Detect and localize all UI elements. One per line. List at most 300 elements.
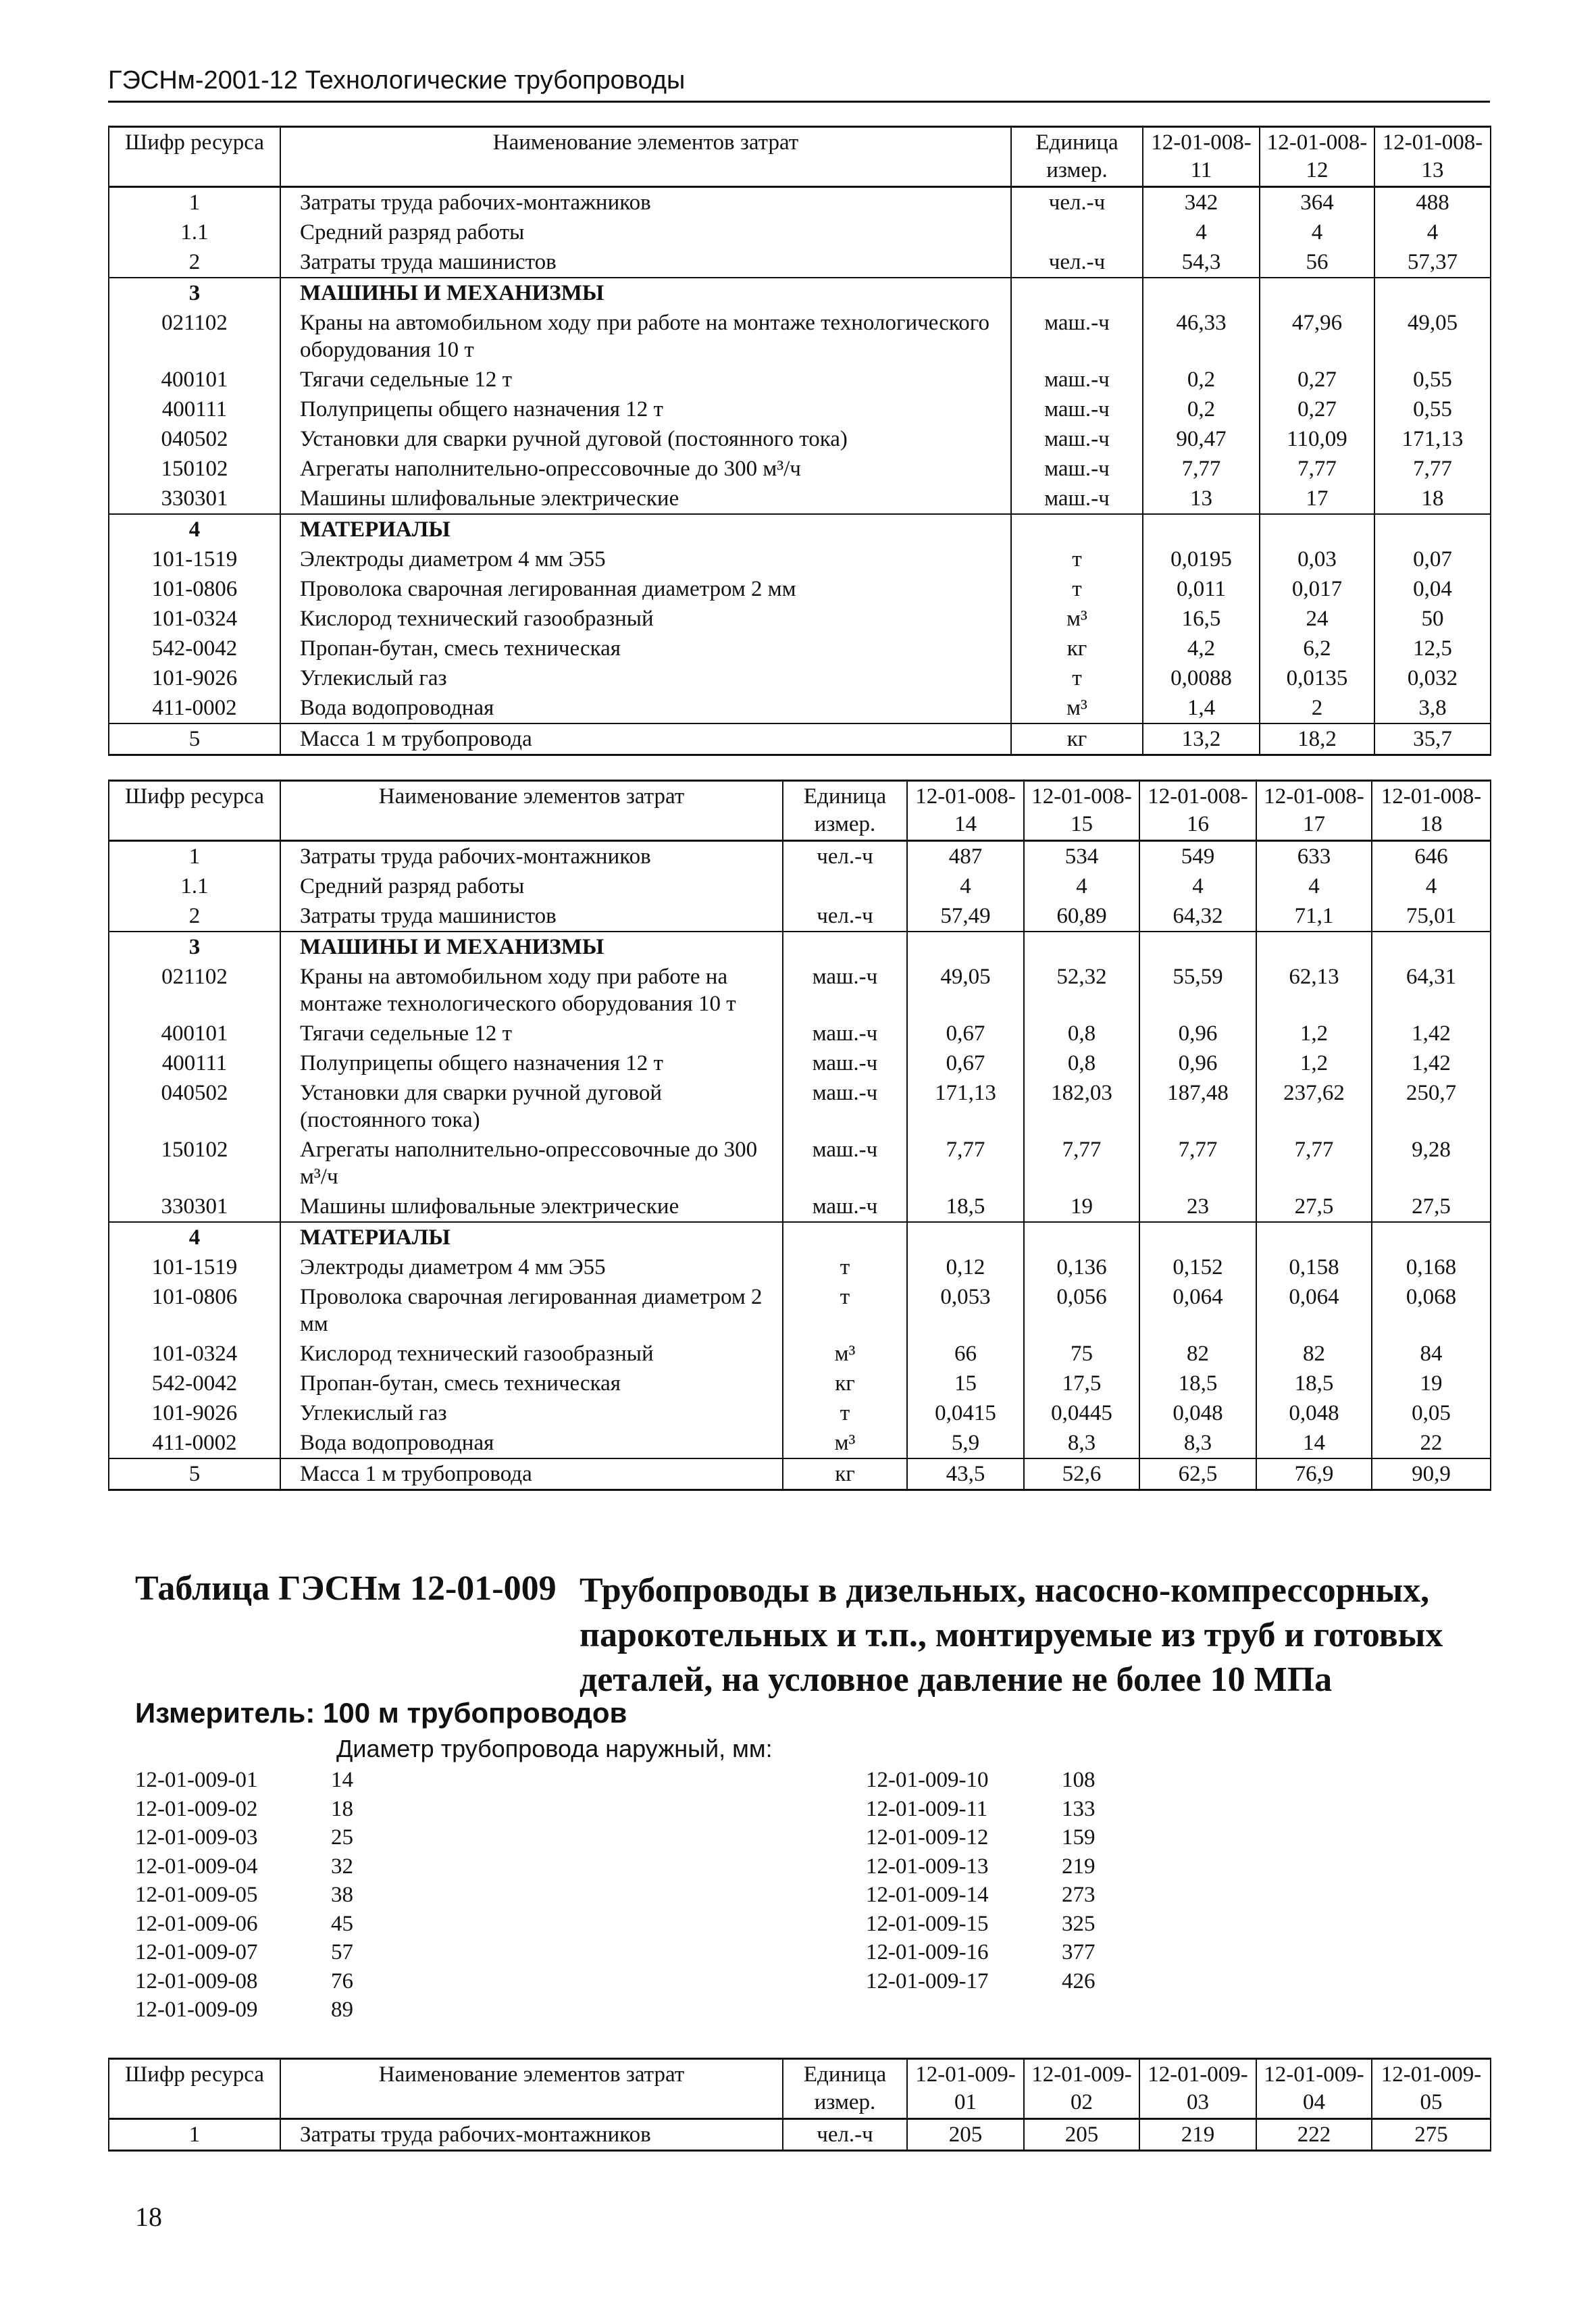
value-cell: 4 xyxy=(907,871,1024,901)
resource-name: Масса 1 м трубопровода xyxy=(280,1458,783,1490)
unit-cell: т xyxy=(783,1398,907,1428)
diameter-value: 159 xyxy=(1062,1825,1096,1850)
table-row xyxy=(109,514,1491,544)
code-diameter-row xyxy=(866,1910,1096,1939)
resource-code: 1 xyxy=(109,2119,280,2151)
value-cell: 0,27 xyxy=(1260,395,1374,424)
value-cell: 0,152 xyxy=(1139,1252,1256,1282)
table-row xyxy=(109,693,1491,723)
header-code: Шифр ресурса xyxy=(109,2059,280,2119)
value-cell: 2 xyxy=(1260,693,1374,723)
diameter-value: 45 xyxy=(331,1911,353,1936)
code-diameter-row xyxy=(866,1881,1096,1910)
code-diameter-row xyxy=(135,1823,353,1852)
value-cell: 0,158 xyxy=(1256,1252,1372,1282)
norm-code: 12-01-009-08 xyxy=(135,1968,258,1993)
unit-cell: кг xyxy=(1011,723,1143,755)
value-cell: 17,5 xyxy=(1024,1369,1139,1398)
value-cell: 23 xyxy=(1139,1192,1256,1222)
table-row xyxy=(109,634,1491,663)
value-cell: 171,13 xyxy=(907,1078,1024,1135)
unit-cell xyxy=(783,932,907,962)
unit-cell: кг xyxy=(783,1458,907,1490)
value-cell xyxy=(1024,1222,1139,1252)
diameter-value: 25 xyxy=(331,1825,353,1850)
value-cell xyxy=(1372,932,1491,962)
diameter-value: 273 xyxy=(1062,1883,1096,1907)
resource-table-008-11-13 xyxy=(108,126,1491,756)
value-cell: 7,77 xyxy=(1024,1135,1139,1192)
value-cell: 275 xyxy=(1372,2119,1491,2151)
value-cell: 0,064 xyxy=(1256,1282,1372,1339)
resource-name: Масса 1 м трубопровода xyxy=(280,723,1011,755)
value-cell: 52,6 xyxy=(1024,1458,1139,1490)
table-row xyxy=(109,2119,1491,2151)
page-number: 18 xyxy=(135,2202,162,2232)
unit-cell xyxy=(1011,278,1143,308)
value-cell: 4 xyxy=(1139,871,1256,901)
value-cell: 13,2 xyxy=(1143,723,1260,755)
value-cell: 17 xyxy=(1260,484,1374,514)
value-cell: 82 xyxy=(1256,1339,1372,1369)
value-cell: 0,2 xyxy=(1143,365,1260,395)
value-cell: 75,01 xyxy=(1372,901,1491,932)
value-cell xyxy=(1374,514,1491,544)
value-cell: 549 xyxy=(1139,841,1256,872)
unit-cell: т xyxy=(1011,544,1143,574)
value-cell: 7,77 xyxy=(1374,454,1491,484)
resource-code: 101-9026 xyxy=(109,663,280,693)
unit-cell: м³ xyxy=(783,1339,907,1369)
value-cell: 60,89 xyxy=(1024,901,1139,932)
table-row xyxy=(109,544,1491,574)
table-row xyxy=(109,365,1491,395)
value-cell xyxy=(907,1222,1024,1252)
value-cell: 9,28 xyxy=(1372,1135,1491,1192)
value-cell: 1,42 xyxy=(1372,1019,1491,1048)
resource-code: 2 xyxy=(109,901,280,932)
unit-cell: маш.-ч xyxy=(783,962,907,1019)
table-row xyxy=(109,723,1491,755)
value-cell: 49,05 xyxy=(1374,308,1491,365)
unit-cell: чел.-ч xyxy=(1011,187,1143,218)
norm-code: 12-01-009-10 xyxy=(866,1768,989,1792)
value-cell: 18 xyxy=(1374,484,1491,514)
unit-cell: кг xyxy=(1011,634,1143,663)
value-cell: 62,13 xyxy=(1256,962,1372,1019)
value-cell: 64,32 xyxy=(1139,901,1256,932)
table-row xyxy=(109,1019,1491,1048)
header-norm-code: 12-01-008-12 xyxy=(1260,127,1374,187)
value-cell: 47,96 xyxy=(1260,308,1374,365)
table-row xyxy=(109,1369,1491,1398)
resource-name: Затраты труда рабочих-монтажников xyxy=(280,187,1011,218)
value-cell: 4 xyxy=(1024,871,1139,901)
unit-cell xyxy=(1011,218,1143,247)
value-cell: 15 xyxy=(907,1369,1024,1398)
resource-name: Пропан-бутан, смесь техническая xyxy=(280,1369,783,1398)
resource-name: Углекислый газ xyxy=(280,663,1011,693)
value-cell: 171,13 xyxy=(1374,424,1491,454)
norm-code: 12-01-009-05 xyxy=(135,1883,258,1907)
value-cell: 534 xyxy=(1024,841,1139,872)
resource-name: МАТЕРИАЛЫ xyxy=(280,1222,783,1252)
resource-code: 4 xyxy=(109,514,280,544)
value-cell: 56 xyxy=(1260,247,1374,278)
resource-name: Средний разряд работы xyxy=(280,218,1011,247)
resource-code: 150102 xyxy=(109,1135,280,1192)
value-cell: 1,2 xyxy=(1256,1019,1372,1048)
table-row xyxy=(109,1192,1491,1222)
value-cell: 0,136 xyxy=(1024,1252,1139,1282)
table-row xyxy=(109,901,1491,932)
resource-name: Кислород технический газообразный xyxy=(280,1339,783,1369)
resource-name: МАШИНЫ И МЕХАНИЗМЫ xyxy=(280,278,1011,308)
diameter-value: 426 xyxy=(1062,1968,1096,1993)
value-cell xyxy=(1372,1222,1491,1252)
norm-code: 12-01-009-03 xyxy=(135,1825,258,1850)
value-cell: 0,068 xyxy=(1372,1282,1491,1339)
norm-code-list-left xyxy=(135,1766,353,2025)
value-cell: 19 xyxy=(1024,1192,1139,1222)
header-norm-code: 12-01-009-03 xyxy=(1139,2059,1256,2119)
header-norm-code: 12-01-009-05 xyxy=(1372,2059,1491,2119)
code-diameter-row xyxy=(135,1852,353,1881)
value-cell: 18,5 xyxy=(1139,1369,1256,1398)
value-cell: 0,27 xyxy=(1260,365,1374,395)
resource-name: МАШИНЫ И МЕХАНИЗМЫ xyxy=(280,932,783,962)
norm-code: 12-01-009-14 xyxy=(866,1883,989,1907)
resource-code: 5 xyxy=(109,1458,280,1490)
value-cell: 1,42 xyxy=(1372,1048,1491,1078)
table-row xyxy=(109,187,1491,218)
value-cell: 0,0135 xyxy=(1260,663,1374,693)
measurement-unit: Измеритель: 100 м трубопроводов xyxy=(135,1697,627,1729)
resource-name: Агрегаты наполнительно-опрессовочные до 300 м³/ч xyxy=(280,454,1011,484)
value-cell: 27,5 xyxy=(1372,1192,1491,1222)
value-cell: 0,056 xyxy=(1024,1282,1139,1339)
resource-name: МАТЕРИАЛЫ xyxy=(280,514,1011,544)
table-row xyxy=(109,1252,1491,1282)
unit-cell: маш.-ч xyxy=(1011,484,1143,514)
value-cell: 18,5 xyxy=(1256,1369,1372,1398)
resource-code: 330301 xyxy=(109,1192,280,1222)
value-cell: 487 xyxy=(907,841,1024,872)
table-row xyxy=(109,308,1491,365)
resource-table-009-01-05 xyxy=(108,2058,1491,2152)
value-cell: 0,017 xyxy=(1260,574,1374,604)
header-unit: Единица измер. xyxy=(783,2059,907,2119)
code-diameter-row xyxy=(135,1766,353,1795)
value-cell: 46,33 xyxy=(1143,308,1260,365)
value-cell: 0,55 xyxy=(1374,395,1491,424)
value-cell: 7,77 xyxy=(1143,454,1260,484)
table-row xyxy=(109,1428,1491,1458)
value-cell: 237,62 xyxy=(1256,1078,1372,1135)
norm-code: 12-01-009-09 xyxy=(135,1998,258,2022)
value-cell xyxy=(1256,932,1372,962)
resource-code: 101-0806 xyxy=(109,574,280,604)
table-row xyxy=(109,1282,1491,1339)
resource-name: Вода водопроводная xyxy=(280,693,1011,723)
value-cell: 0,04 xyxy=(1374,574,1491,604)
diameter-value: 89 xyxy=(331,1998,353,2022)
header-norm-code: 12-01-009-02 xyxy=(1024,2059,1139,2119)
header-name: Наименование элементов затрат xyxy=(280,781,783,841)
resource-code: 4 xyxy=(109,1222,280,1252)
resource-name: Тягачи седельные 12 т xyxy=(280,365,1011,395)
header-name: Наименование элементов затрат xyxy=(280,127,1011,187)
header-norm-code: 12-01-008-17 xyxy=(1256,781,1372,841)
value-cell xyxy=(1139,1222,1256,1252)
resource-code: 101-0324 xyxy=(109,1339,280,1369)
resource-name: Агрегаты наполнительно-опрессовочные до 300 м³/ч xyxy=(280,1135,783,1192)
resource-name: Краны на автомобильном ходу при работе на монтаже технологического оборудования 10 т xyxy=(280,962,783,1019)
header-norm-code: 12-01-008-13 xyxy=(1374,127,1491,187)
resource-code: 400101 xyxy=(109,365,280,395)
diameter-value: 32 xyxy=(331,1854,353,1879)
resource-code: 101-9026 xyxy=(109,1398,280,1428)
value-cell: 18,2 xyxy=(1260,723,1374,755)
table-row xyxy=(109,932,1491,962)
resource-name: Машины шлифовальные электрические xyxy=(280,484,1011,514)
diameter-value: 18 xyxy=(331,1796,353,1821)
value-cell: 1,4 xyxy=(1143,693,1260,723)
resource-code: 1 xyxy=(109,187,280,218)
unit-cell xyxy=(783,1222,907,1252)
resource-name: Краны на автомобильном ходу при работе на монтаже технологического оборудования 10 т xyxy=(280,308,1011,365)
value-cell: 1,2 xyxy=(1256,1048,1372,1078)
resource-code: 3 xyxy=(109,932,280,962)
value-cell: 4 xyxy=(1143,218,1260,247)
value-cell: 633 xyxy=(1256,841,1372,872)
value-cell: 0,55 xyxy=(1374,365,1491,395)
value-cell: 110,09 xyxy=(1260,424,1374,454)
resource-name: Затраты труда машинистов xyxy=(280,247,1011,278)
value-cell: 4 xyxy=(1372,871,1491,901)
value-cell: 222 xyxy=(1256,2119,1372,2151)
value-cell: 0,0445 xyxy=(1024,1398,1139,1428)
resource-name: Затраты труда машинистов xyxy=(280,901,783,932)
diameter-value: 325 xyxy=(1062,1911,1096,1936)
resource-code: 330301 xyxy=(109,484,280,514)
value-cell: 364 xyxy=(1260,187,1374,218)
value-cell: 205 xyxy=(1024,2119,1139,2151)
value-cell: 0,8 xyxy=(1024,1048,1139,1078)
value-cell: 43,5 xyxy=(907,1458,1024,1490)
value-cell: 62,5 xyxy=(1139,1458,1256,1490)
table-row xyxy=(109,424,1491,454)
unit-cell: м³ xyxy=(1011,604,1143,634)
unit-cell: маш.-ч xyxy=(783,1019,907,1048)
table-row xyxy=(109,841,1491,872)
resource-code: 411-0002 xyxy=(109,1428,280,1458)
value-cell: 4 xyxy=(1374,218,1491,247)
code-diameter-row xyxy=(135,1967,353,1996)
norm-code: 12-01-009-02 xyxy=(135,1796,258,1821)
unit-cell: маш.-ч xyxy=(783,1192,907,1222)
value-cell: 27,5 xyxy=(1256,1192,1372,1222)
value-cell: 55,59 xyxy=(1139,962,1256,1019)
resource-name: Электроды диаметром 4 мм Э55 xyxy=(280,1252,783,1282)
resource-code: 1.1 xyxy=(109,218,280,247)
resource-code: 150102 xyxy=(109,454,280,484)
norm-code: 12-01-009-17 xyxy=(866,1968,989,1993)
resource-name: Полуприцепы общего назначения 12 т xyxy=(280,395,1011,424)
resource-name: Установки для сварки ручной дуговой (постоянного тока) xyxy=(280,424,1011,454)
resource-name: Полуприцепы общего назначения 12 т xyxy=(280,1048,783,1078)
value-cell: 0,03 xyxy=(1260,544,1374,574)
value-cell: 8,3 xyxy=(1024,1428,1139,1458)
value-cell: 49,05 xyxy=(907,962,1024,1019)
value-cell: 57,37 xyxy=(1374,247,1491,278)
header-norm-code: 12-01-008-11 xyxy=(1143,127,1260,187)
resource-table-008-14-18 xyxy=(108,780,1491,1491)
resource-code: 400111 xyxy=(109,1048,280,1078)
resource-code: 101-1519 xyxy=(109,544,280,574)
value-cell xyxy=(1143,514,1260,544)
code-diameter-row xyxy=(135,1795,353,1824)
value-cell: 64,31 xyxy=(1372,962,1491,1019)
table-row xyxy=(109,604,1491,634)
resource-name: Пропан-бутан, смесь техническая xyxy=(280,634,1011,663)
value-cell: 0,064 xyxy=(1139,1282,1256,1339)
value-cell: 0,032 xyxy=(1374,663,1491,693)
norm-code: 12-01-009-07 xyxy=(135,1940,258,1964)
value-cell: 0,048 xyxy=(1256,1398,1372,1428)
diameter-caption: Диаметр трубопровода наружный, мм: xyxy=(336,1735,773,1762)
unit-cell: чел.-ч xyxy=(783,841,907,872)
resource-name: Тягачи седельные 12 т xyxy=(280,1019,783,1048)
value-cell: 187,48 xyxy=(1139,1078,1256,1135)
resource-code: 411-0002 xyxy=(109,693,280,723)
header-code: Шифр ресурса xyxy=(109,781,280,841)
unit-cell: м³ xyxy=(1011,693,1143,723)
table-row xyxy=(109,395,1491,424)
table-row xyxy=(109,663,1491,693)
table-row xyxy=(109,1135,1491,1192)
resource-name: Машины шлифовальные электрические xyxy=(280,1192,783,1222)
unit-cell: маш.-ч xyxy=(783,1048,907,1078)
unit-cell: чел.-ч xyxy=(783,901,907,932)
diameter-value: 133 xyxy=(1062,1796,1096,1821)
value-cell: 0,048 xyxy=(1139,1398,1256,1428)
value-cell: 219 xyxy=(1139,2119,1256,2151)
resource-code: 542-0042 xyxy=(109,634,280,663)
resource-name: Электроды диаметром 4 мм Э55 xyxy=(280,544,1011,574)
unit-cell xyxy=(1011,514,1143,544)
resource-code: 1.1 xyxy=(109,871,280,901)
table-row xyxy=(109,1398,1491,1428)
value-cell: 22 xyxy=(1372,1428,1491,1458)
resource-code: 542-0042 xyxy=(109,1369,280,1398)
header-unit: Единица измер. xyxy=(1011,127,1143,187)
value-cell: 0,96 xyxy=(1139,1019,1256,1048)
unit-cell: чел.-ч xyxy=(1011,247,1143,278)
value-cell: 4,2 xyxy=(1143,634,1260,663)
value-cell: 0,67 xyxy=(907,1048,1024,1078)
code-diameter-row xyxy=(135,1881,353,1910)
resource-name: Вода водопроводная xyxy=(280,1428,783,1458)
resource-code: 040502 xyxy=(109,1078,280,1135)
value-cell: 14 xyxy=(1256,1428,1372,1458)
header-norm-code: 12-01-008-18 xyxy=(1372,781,1491,841)
value-cell: 57,49 xyxy=(907,901,1024,932)
table-row xyxy=(109,1339,1491,1369)
value-cell xyxy=(1260,278,1374,308)
diameter-value: 377 xyxy=(1062,1940,1096,1964)
value-cell: 7,77 xyxy=(1256,1135,1372,1192)
value-cell xyxy=(1260,514,1374,544)
norm-code: 12-01-009-06 xyxy=(135,1911,258,1936)
table-row xyxy=(109,1458,1491,1490)
unit-cell: маш.-ч xyxy=(1011,308,1143,365)
unit-cell: маш.-ч xyxy=(1011,395,1143,424)
resource-name: Кислород технический газообразный xyxy=(280,604,1011,634)
diameter-value: 219 xyxy=(1062,1854,1096,1879)
resource-code: 2 xyxy=(109,247,280,278)
value-cell: 24 xyxy=(1260,604,1374,634)
unit-cell: кг xyxy=(783,1369,907,1398)
resource-code: 101-1519 xyxy=(109,1252,280,1282)
code-diameter-row xyxy=(135,1910,353,1939)
unit-cell: м³ xyxy=(783,1428,907,1458)
unit-cell: маш.-ч xyxy=(783,1135,907,1192)
header-norm-code: 12-01-008-14 xyxy=(907,781,1024,841)
value-cell: 35,7 xyxy=(1374,723,1491,755)
table-row xyxy=(109,1078,1491,1135)
norm-code: 12-01-009-16 xyxy=(866,1940,989,1964)
unit-cell xyxy=(783,871,907,901)
code-diameter-row xyxy=(866,1852,1096,1881)
table-label: Таблица ГЭСНм 12-01-009 xyxy=(135,1569,557,1608)
value-cell: 0,053 xyxy=(907,1282,1024,1339)
resource-name: Средний разряд работы xyxy=(280,871,783,901)
value-cell: 6,2 xyxy=(1260,634,1374,663)
value-cell: 8,3 xyxy=(1139,1428,1256,1458)
resource-code: 3 xyxy=(109,278,280,308)
table-row xyxy=(109,962,1491,1019)
header-norm-code: 12-01-008-16 xyxy=(1139,781,1256,841)
unit-cell: т xyxy=(1011,663,1143,693)
value-cell: 18,5 xyxy=(907,1192,1024,1222)
table-row xyxy=(109,247,1491,278)
table-row xyxy=(109,871,1491,901)
value-cell: 5,9 xyxy=(907,1428,1024,1458)
value-cell: 76,9 xyxy=(1256,1458,1372,1490)
value-cell: 3,8 xyxy=(1374,693,1491,723)
value-cell xyxy=(1143,278,1260,308)
value-cell: 488 xyxy=(1374,187,1491,218)
value-cell: 12,5 xyxy=(1374,634,1491,663)
table-row xyxy=(109,484,1491,514)
value-cell: 342 xyxy=(1143,187,1260,218)
resource-code: 040502 xyxy=(109,424,280,454)
resource-code: 400111 xyxy=(109,395,280,424)
code-diameter-row xyxy=(866,1766,1096,1795)
header-unit: Единица измер. xyxy=(783,781,907,841)
value-cell: 0,168 xyxy=(1372,1252,1491,1282)
resource-code: 5 xyxy=(109,723,280,755)
resource-code: 101-0324 xyxy=(109,604,280,634)
diameter-value: 57 xyxy=(331,1940,353,1964)
norm-code: 12-01-009-11 xyxy=(866,1796,988,1821)
diameter-value: 76 xyxy=(331,1968,353,1993)
resource-code: 101-0806 xyxy=(109,1282,280,1339)
value-cell: 16,5 xyxy=(1143,604,1260,634)
diameter-value: 14 xyxy=(331,1768,353,1792)
value-cell: 0,12 xyxy=(907,1252,1024,1282)
